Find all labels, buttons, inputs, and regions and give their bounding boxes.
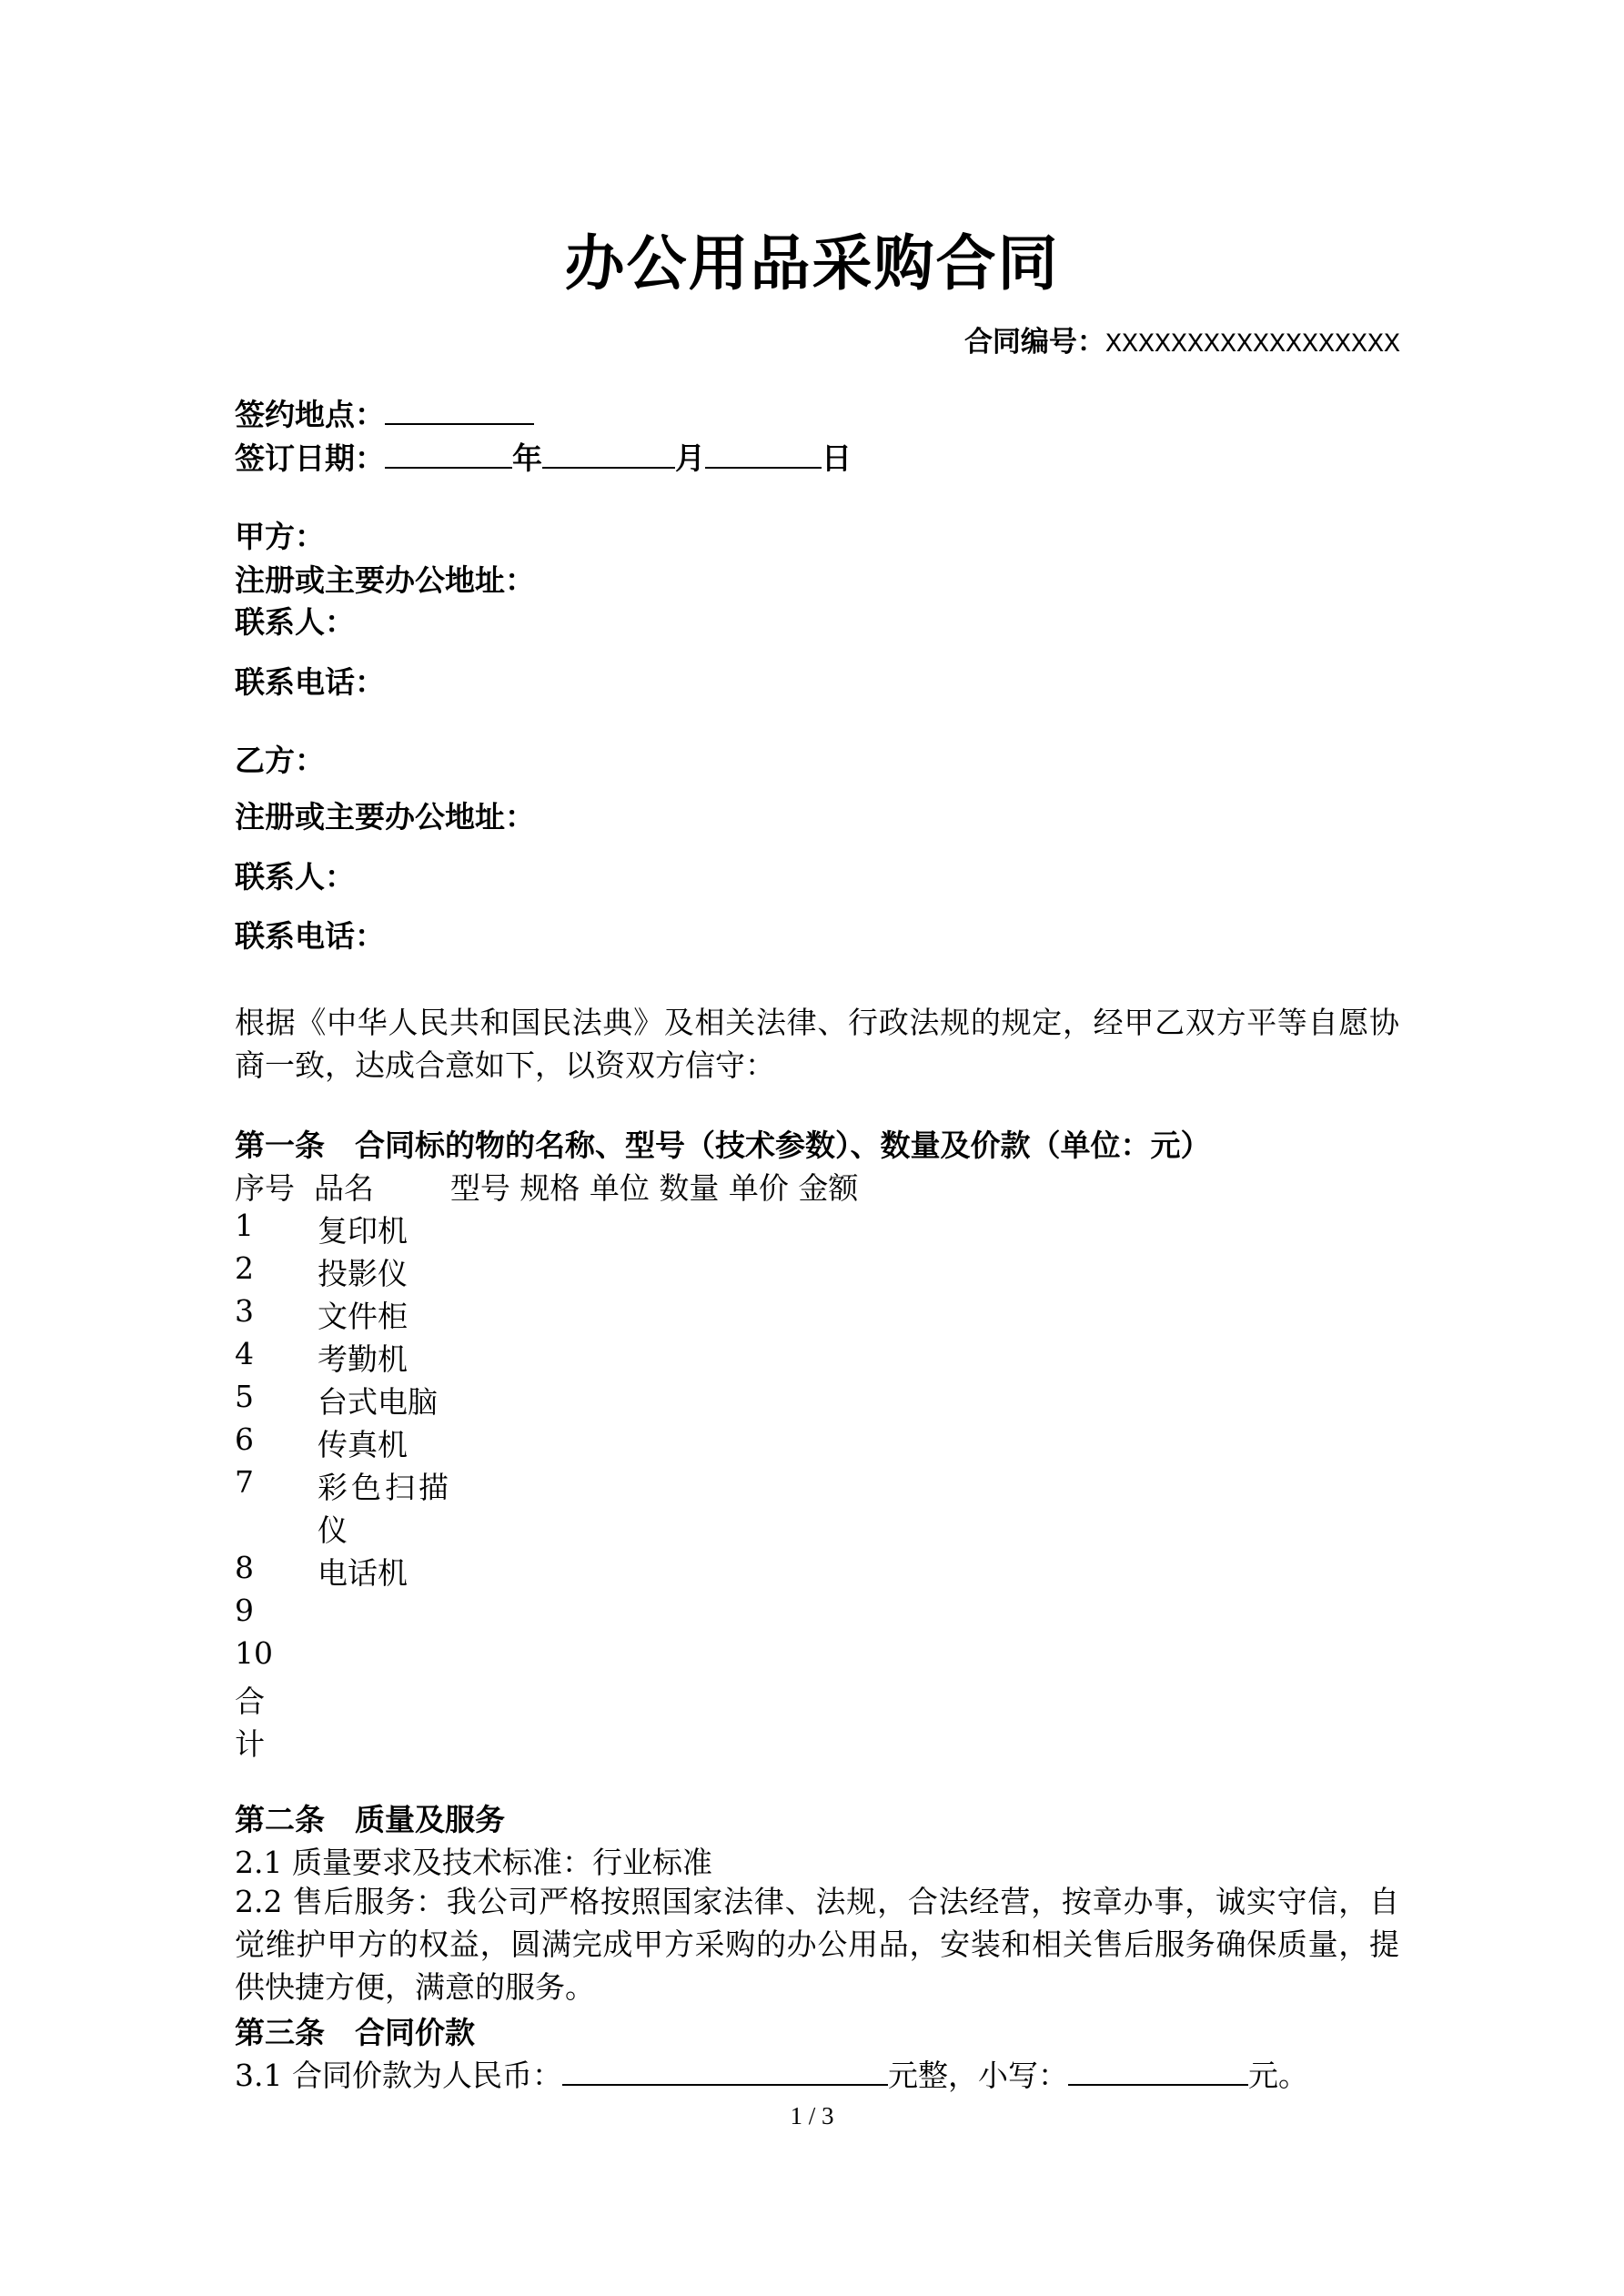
price-mid: 元整，小写： xyxy=(887,2058,1068,2093)
intro-paragraph: 根据《中华人民共和国民法典》及相关法律、行政法规的规定，经甲乙双方平等自愿协商一致，达成合意如下，以资双方信守： xyxy=(235,1005,1399,1083)
row-2-name: 投影仪 xyxy=(318,1256,408,1291)
goods-table-header: 序号 品名 型号 规格 单位 数量 单价 金额 xyxy=(235,1170,859,1206)
party-a-phone: 联系电话： xyxy=(235,664,385,700)
row-4-name: 考勤机 xyxy=(318,1341,408,1377)
day-blank[interactable] xyxy=(705,440,822,469)
document-title: 办公用品采购合同 xyxy=(564,228,1060,298)
article2-clause-2: 2.2 售后服务：我公司严格按照国家法律、法规，合法经营，按章办事，诚实守信，自觉维护甲方的权益，圆满完成甲方采购的办公用品，安装和相关售后服务确保质量，提供快捷方便，满意的服务。 xyxy=(235,1884,1399,2005)
signing-place-blank[interactable] xyxy=(385,396,534,425)
signing-date-label: 签订日期： xyxy=(235,440,385,476)
row-8-number: 8 xyxy=(235,1550,254,1585)
contract-number-label: 合同编号： xyxy=(963,326,1105,359)
signing-date xyxy=(235,435,852,478)
price-prefix: 3.1 合同价款为人民币： xyxy=(235,2058,562,2093)
month-label: 月 xyxy=(675,440,705,476)
price-figures-blank[interactable] xyxy=(1068,2057,1248,2086)
signing-place xyxy=(235,391,534,434)
party-b-address: 注册或主要办公地址： xyxy=(235,799,535,834)
row-5-name: 台式电脑 xyxy=(318,1384,438,1420)
row-3-number: 3 xyxy=(235,1293,254,1329)
row-6-number: 6 xyxy=(235,1421,254,1457)
article3-heading: 第三条 合同价款 xyxy=(235,2015,475,2050)
article1-heading: 第一条 合同标的物的名称、型号（技术参数）、数量及价款（单位：元） xyxy=(235,1128,1211,1163)
contract-number-value: XXXXXXXXXXXXXXXXXX xyxy=(1105,329,1400,360)
price-words-blank[interactable] xyxy=(562,2057,888,2086)
contract-number xyxy=(964,319,1400,360)
year-label: 年 xyxy=(512,440,542,476)
party-b-contact: 联系人： xyxy=(235,859,355,895)
month-blank[interactable] xyxy=(542,440,675,469)
party-a-contact: 联系人： xyxy=(235,604,355,640)
party-a-address: 注册或主要办公地址： xyxy=(235,562,535,598)
party-b-label: 乙方： xyxy=(235,743,325,778)
signing-place-label: 签约地点： xyxy=(235,397,385,432)
day-label: 日 xyxy=(822,440,852,476)
article2-heading: 第二条 质量及服务 xyxy=(235,1802,505,1837)
row-9-number: 9 xyxy=(235,1593,254,1628)
year-blank[interactable] xyxy=(385,440,512,469)
party-b-phone: 联系电话： xyxy=(235,918,385,954)
page-number: 1 / 3 xyxy=(790,2102,834,2129)
price-suffix: 元。 xyxy=(1247,2058,1308,2093)
row-7-name-cont: 仪 xyxy=(318,1512,348,1548)
row-10-number: 10 xyxy=(235,1635,273,1671)
total-label-line1: 合 xyxy=(235,1684,265,1719)
total-label-line2: 计 xyxy=(235,1726,265,1762)
row-7-name: 彩色扫描 xyxy=(318,1470,452,1505)
row-4-number: 4 xyxy=(235,1336,254,1371)
row-5-number: 5 xyxy=(235,1379,254,1414)
row-3-name: 文件柜 xyxy=(318,1299,408,1334)
row-6-name: 传真机 xyxy=(318,1427,408,1462)
article3-clause-1 xyxy=(235,2052,1308,2095)
article2-clause-1: 2.1 质量要求及技术标准：行业标准 xyxy=(235,1845,712,1880)
row-1-name: 复印机 xyxy=(318,1213,408,1249)
party-a-label: 甲方： xyxy=(235,519,325,554)
row-2-number: 2 xyxy=(235,1250,254,1286)
row-8-name: 电话机 xyxy=(318,1555,408,1591)
row-1-number: 1 xyxy=(235,1208,254,1243)
row-7-number: 7 xyxy=(235,1464,254,1500)
